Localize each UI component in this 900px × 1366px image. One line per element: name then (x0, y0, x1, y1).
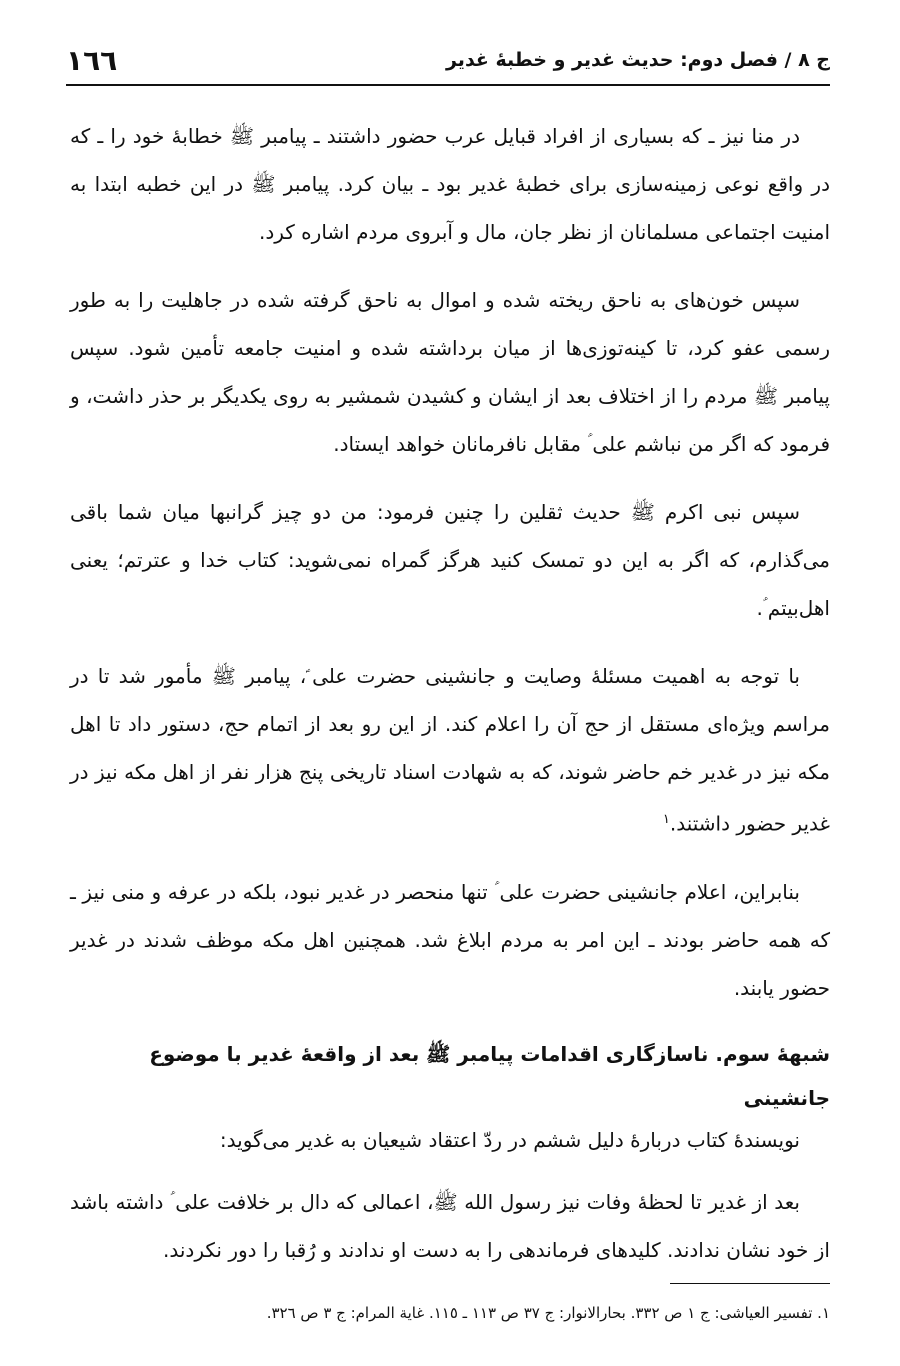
section-intro: نویسندهٔ کتاب دربارهٔ دلیل ششم در ردّ اعتقاد شیعیان به غدیر می‌گوید: (219, 1127, 800, 1152)
page-number: ١٦٦ (66, 43, 118, 77)
footnote-divider (670, 1283, 830, 1284)
footnote: ١. تفسیر العیاشی: ج ١ ص ٣٣٢. بحارالانوار: ج ٣٧ ص ١١٣ ـ ١١٥. غایة المرام: ج ٣ ص ٣٢٦. (266, 1304, 830, 1322)
paragraph-4-text: با توجه به اهمیت مسئلهٔ وصایت و جانشینی حضرت علی ؑ، پیامبر ﷺ مأمور شد تا در مراسم ویژه‌ای مستقل از حج آن را اعلام کند. از این رو بعد از اتمام حج، دستور داد تا اهل مکه نیز در غدیر خم حاضر شوند، که به شهادت اسناد تاریخی پنج هزار نفر از اهل مکه نیز در غدیر حضور داشتند. (70, 664, 830, 836)
page-header (66, 36, 830, 86)
paragraph-2: سپس خون‌های به ناحق ریخته شده و اموال به ناحق گرفته شده در جاهلیت را به طور رسمی عفو کرد، تا کینه‌توزی‌ها از میان برداشته شده و امنیت جامعه تأمین شود. سپس پیامبر ﷺ مردم را از اختلاف بعد از ایشان و کشیدن شمشیر به روی یکدیگر بر حذر داشت، و فرمود که اگر من نباشم علی ؑ مقابل نافرمانان خواهد ایستاد. (70, 288, 830, 456)
footnote-marker: ١ (662, 812, 670, 827)
paragraph-5: بنابراین، اعلام جانشینی حضرت علی ؑ تنها منحصر در غدیر نبود، بلکه در عرفه و منی نیز ـ که همه حاضر بودند ـ این امر به مردم ابلاغ شد. همچنین اهل مکه موظف شدند در غدیر حضور یابند. (70, 879, 830, 1000)
running-head: ج ٨ / فصل دوم: حدیث غدیر و خطبهٔ غدیر (445, 49, 830, 71)
page-body (70, 112, 830, 1294)
quoted-paragraph: بعد از غدیر تا لحظهٔ وفات نیز رسول الله ﷺ، اعمالی که دال بر خلافت علی ؑ داشته باشد از خود نشان ندادند. کلیدهای فرماندهی را به دست او ندادند و رُقبا را دور نکردند. (70, 1189, 830, 1262)
paragraph-1: در منا نیز ـ که بسیاری از افراد قبایل عرب حضور داشتند ـ پیامبر ﷺ خطابهٔ خود را ـ که در واقع نوعی زمینه‌سازی برای خطبهٔ غدیر بود ـ بیان کرد. پیامبر ﷺ در این خطبه ابتدا به امنیت اجتماعی مسلمانان از نظر جان، مال و آبروی مردم اشاره کرد. (70, 124, 830, 244)
paragraph-3: سپس نبی اکرم ﷺ حدیث ثقلین را چنین فرمود: من دو چیز گرانبها میان شما باقی می‌گذارم، که اگر به این دو تمسک کنید هرگز گمراه نمی‌شوید: کتاب خدا و عترتم؛ یعنی اهل‌بیتم ؑ. (70, 500, 830, 620)
section-heading: شبههٔ سوم. ناسازگاری اقدامات پیامبر ﷺ بعد از واقعهٔ غدیر با موضوع جانشینی (149, 1041, 830, 1110)
paragraph-4 (70, 652, 830, 848)
